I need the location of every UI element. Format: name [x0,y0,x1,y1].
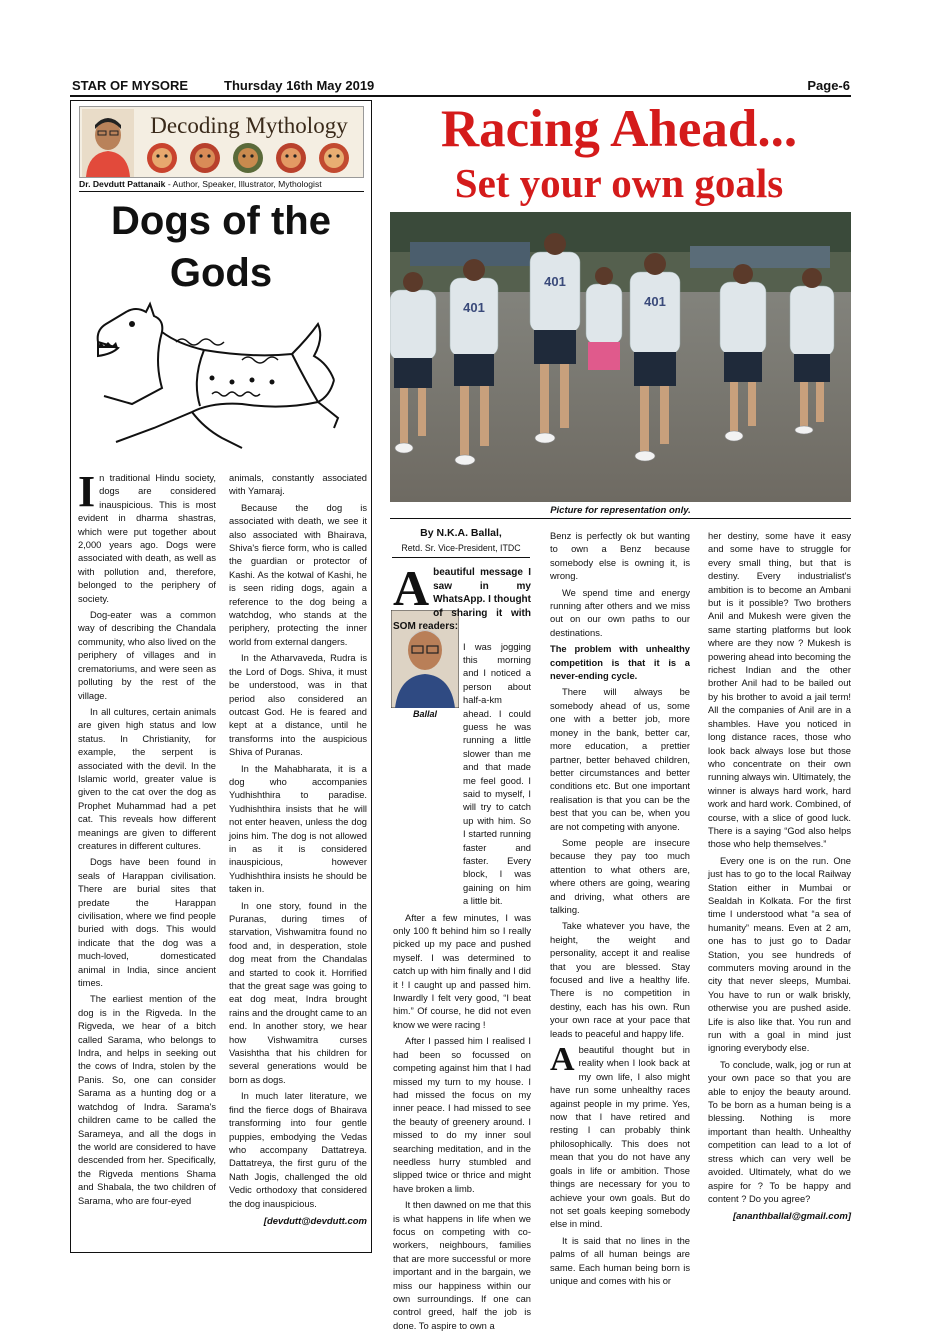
byline-title: Retd. Sr. Vice-President, ITDC [401,543,521,553]
page-number: Page-6 [807,78,850,93]
left-article-title [74,195,368,299]
column-title: Decoding Mythology [150,113,348,138]
left-dropcap: I [78,467,96,516]
left-col2-para: In the Atharvaveda, Rudra is the Lord of Dogs. Shiva, it must be understood, was in that period also considered an outcast God. He is feared and kept at a distance, until he transforms into the auspicious Shiva of Puranas. [229,653,367,758]
issue-date: Thursday 16th May 2019 [224,78,375,93]
right-col1-para: It then dawned on me that this is what happens in life when we focus on competing with co-workers, neighbours, families that are more successful or more important and in the bargain, we miss our happiness within our own surroundings. If one can control greed, half the job is done. To aspire to own a [393,1200,531,1331]
left-col1-para: Dog-eater was a common way of describing the Chandala community, who also lived on the periphery of villages and in crematoriums, and were seen as polluting by the rest of the village. [78,610,216,701]
right-col1-para: I was jogging this morning and I noticed a person about half-a-km ahead. I could guess he was running a little slower than me and that made me feel good. I said to myself, I will try to catch up with him. So I started running faster and faster. Every block, I was gaining on him a little bit. [463,641,531,907]
right-dropcap: A [393,560,430,616]
right-col3-para: her destiny, some have it easy and some have to struggle for every small thing, but that is destiny. Every industrialist's ambition is to become an Ambani but is it possible? Two brothers Anil and Mukesh were given the same starting platforms but look where are they now ? Mukesh is powering ahead into becoming the richest Indian and the other brother Anil had to be bailed out by his brother to avoid a jail term! All the companies of Anil are in a shambles. Have you noticed in long distance races, those who look back always lose but those who concentrate on their own running always win. Ultimately, the winner is always hard work, hard work and hard work. Combined, of course, with a slice of good luck. There is a saying “God also helps those who help themselves.” [708,531,851,850]
left-col1-para: n traditional Hindu society, dogs are considered inauspicious. This is most evident in dharma shastras, which were put together about 2,000 years ago. Dogs were associated with death, as well as with pollution and, therefore, belonged to the periphery of society. [78,473,216,604]
left-col-2 [229,472,367,1228]
portrait-caption: Ballal [412,709,437,719]
left-col1-para: In all cultures, certain animals are given high status and low status. In Christianity, for example, the serpent is associated with the devil. In the Islamic world, greater value is given to the cat over the dog as Prophet Muhammad had a pet cat. This reveals how different meanings are given to different creatures in different cultures. [78,706,216,851]
right-col-1 [393,560,531,1336]
left-col2-para: In much later literature, we find the fierce dogs of Bhairava transforming into four gentle puppies, embodying the Vedas who accompany Dattatreya. Dattatreya, the first guru of the Nath Jogis, challenged the old Vedic orthodoxy that considered the dog inauspicious. [229,1091,367,1209]
right-col2-para: Some people are insecure because they pay too much attention to what others are, where others are going, wearing and driving, what others are talking. [550,837,690,915]
right-col2-para: Benz is perfectly ok but wanting to own a Benz because somebody else is owning it, is wrong. [550,531,690,582]
masthead-rule [70,95,851,97]
runners-photo [390,212,851,502]
left-col2-para: In one story, found in the Puranas, during times of starvation, Vishwamitra found no food and, in desperation, stole dog meat from the Chandalas and started to cook it. Horrified that the great sage was going to eat dog meat, Indra brought rains and the drought came to an end. In another story, we hear how Vishwamitra curses Vasishtha that his children for several generations would be born as dogs. [229,900,367,1085]
author-desc: - Author, Speaker, Illustrator, Mythologist [167,179,322,189]
left-col2-para: In the Mahabharata, it is a dog who accompanies Yudhishthira to paradise. Yudhishthira insists that he will not enter heaven, unless the dog joins him. The dog is not allowed in as it is considered inauspicious, however Yudhishthira insists he should be taken in. [229,763,367,895]
intro-text: beautiful message I saw in my WhatsApp. I thought of sharing it with SOM readers: [393,567,531,632]
column-banner [79,106,364,178]
right-col2-para: We spend time and energy running after others and we miss out on our own paths to our destinations. [550,587,690,638]
mythology-faces-icon [142,141,360,175]
paper-name: STAR OF MYSORE [72,78,189,93]
title-line-1: Dogs of the [111,199,331,243]
right-col-2 [550,530,690,1291]
left-signature: [devdutt@devdutt.com [263,1215,367,1227]
left-col1-para: Dogs have been found in seals of Harappan civilisation. There are burial sites that predate the Harappan civilisation, where we find people buried with dogs. This would indicate that the dog was a much-loved, domesticated animal in India, since ancient times. [78,857,216,989]
headline: Racing Ahead... [440,100,798,158]
right-col2-para: Take whatever you have, the height, the weight and personality, accept it and realise that you are blessed. Stay focused and live a healthy life. There is no competition in destiny, each has his own. Run your own race at your pace that leads to peaceful and happy life. [550,921,690,1039]
banner-rule [79,191,364,192]
right-signature: [ananthballal@gmail.com] [732,1211,851,1223]
byline: By N.K.A. Ballal, [420,527,502,539]
left-col2-para: animals, constantly associated with Yamaraj. [229,473,367,497]
right-col3-para: To conclude, walk, jog or run at your own pace so that you are able to enjoy the beauty around. To be born as a human being is a blessing. Nothing is more important than health. Unhealthy competition can lead to a lot of stress which can very well be avoided. Ultimately, what do we aspire for ? To be happy and content ? Do you agree? [708,1059,851,1204]
subheadline: Set your own goals [454,160,784,206]
col2-dropcap: A [550,1041,575,1079]
right-col1-para: After a few minutes, I was only 100 ft behind him so I really picked up my pace and pushed myself. I was determined to catch up with him finally and I did it ! I caught up and passed him. Inwardly I felt very good, “I beat him.” Of course, he did not even know we were racing ! [393,912,531,1030]
bib-number: 401 [644,294,666,309]
pull-quote: The problem with unhealthy competition is that it is a never-ending cycle. [550,644,690,682]
right-col-3 [708,530,851,1224]
right-col2-para: It is said that no lines in the palms of all human beings are same. Each human being born is unique and comes with his or [550,1235,690,1286]
byline-rule [392,557,530,558]
left-col-1 [78,467,216,1211]
bib-number: 401 [463,300,485,315]
right-col2-para: beautiful thought but in reality when I look back at my own life, I also might have run some unhealthy races against people in my prime. Yes, now that I have retired and resting I can probably think philosophically. This does not mean that you do not have any goals in life or ambition. Those things are necessary for you to achieve your own goals. But do not set goals keeping somebody else in mind. [550,1045,690,1230]
author-credit [79,179,364,189]
right-col2-para: There will always be somebody ahead of us, some one with a better job, more money in the bank, better car, more education, a prettier partner, better behaved children, better circumstances and better conditions etc. But one important realisation is that you can be the best that you can be, when you are not competing with anyone. [550,687,690,832]
author-name: Dr. Devdutt Pattanaik [79,179,166,189]
title-line-2: Gods [169,251,273,295]
dog-illustration [92,298,350,466]
right-col3-para: Every one is on the run. One just has to go to the local Railway Station either in Mumbai or Sealdah in Kolkata. For the first time I understood what “a sea of humanity” means. Even at 2 am, one has to just go to Dadar Station, you see hundreds of commuters moving around in the city that never sleeps, Mumbai. You have to run or walk briskly, otherwise you are pushed aside. Life is also like that. You run and run with a goal in mind just ignoring everybody else. [708,855,851,1054]
caption-rule [390,518,851,519]
left-col1-para: The earliest mention of the dog is in the Rigveda. In the Rigveda, we hear of a bitch called Sarama, who belongs to Indra, and helps in seeking out the cows of Indra, stolen by the Panis. So, one can consider Sarama as a hunting dog or a watchdog of Indra. Sarama's children came to be called the Sarameya, and all the dogs in the world are considered to have descended from her. Specifically, the Rigveda mentions Shama and Shabala, the two children of Sarama, who are four-eyed [78,994,216,1206]
photo-caption: Picture for representation only. [550,505,691,516]
left-col2-para: Because the dog is associated with death, we see it also associated with Bhairava, Shiva's fierce form, who is called the guardian or protector of Kashi. As the kotwal of Kashi, he is seen riding dogs, again a reference to the dog being a watchdog, who stands at the periphery, protecting the inner world from external dangers. [229,502,367,647]
author-portrait [82,109,134,177]
bib-number: 401 [544,274,566,289]
right-col1-para: After I passed him I realised I had been so focussed on competing against him that I had missed my turn to my house. I had missed the focus on my inner peace. I had missed to see the beauty of greenery around. I missed to do my inner soul searching meditation, and in the needless hurry stumbled and slipped twice or thrice and might have broken a limb. [393,1036,531,1194]
